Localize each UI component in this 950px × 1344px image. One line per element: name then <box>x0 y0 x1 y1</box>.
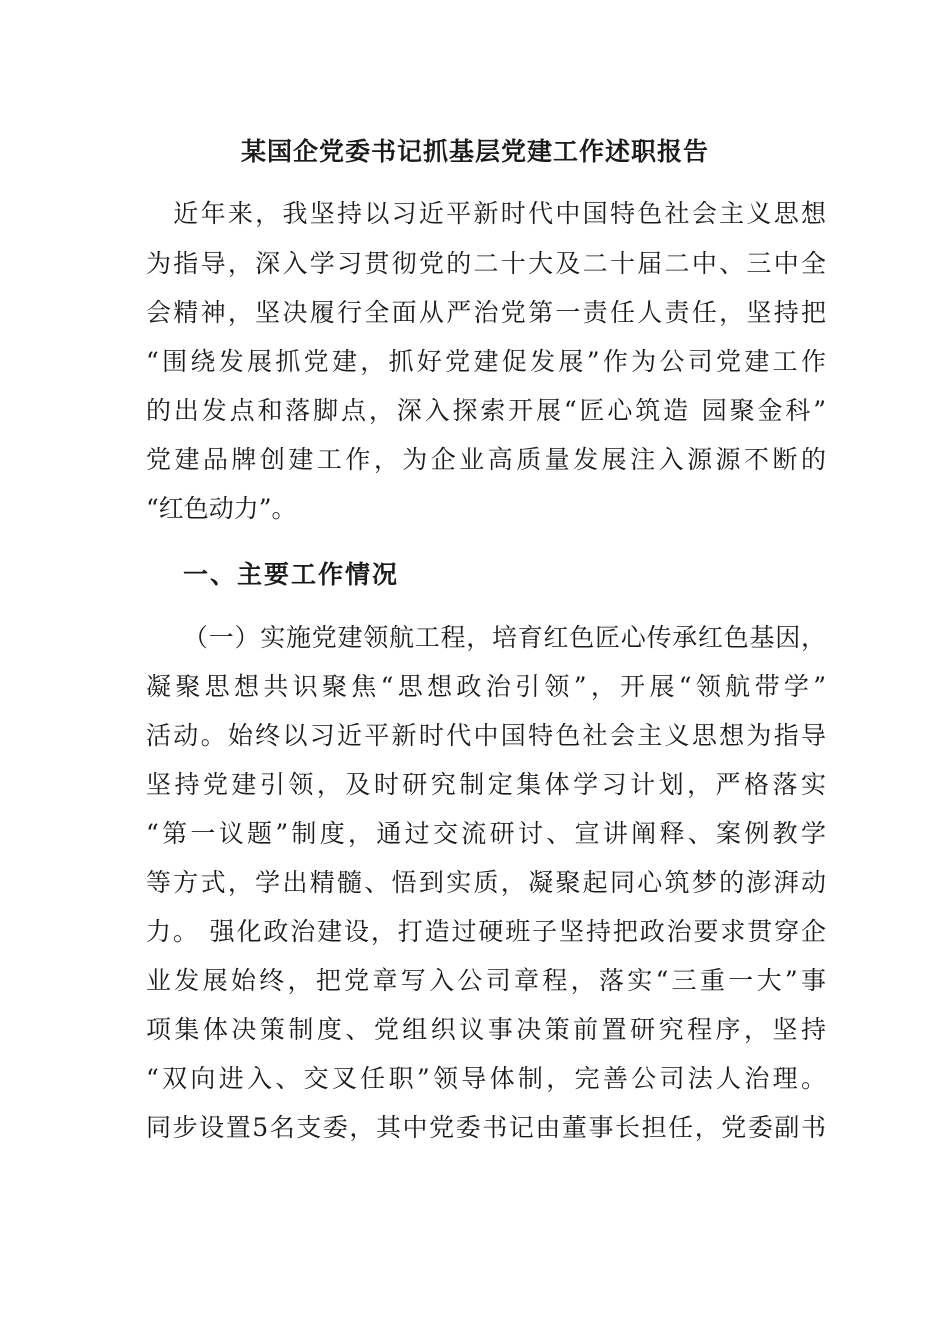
section-heading: 一、主要工作情况 <box>183 560 400 589</box>
body-line-11: 同步设置5名支委，其中党委书记由董事长担任，党委副书 <box>146 1113 826 1142</box>
body-line-2: 凝聚思想共识聚焦“思想政治引领”，开展“领航带学” <box>146 672 826 701</box>
body-line-8: 业发展始终，把党章写入公司章程，落实“三重一大”事 <box>146 966 826 995</box>
body-line-3: 活动。始终以习近平新时代中国特色社会主义思想为指导 <box>146 721 826 750</box>
intro-line-2: 为指导，深入学习贯彻党的二十大及二十届二中、三中全 <box>146 249 826 278</box>
body-line-7: 力。 强化政治建设，打造过硬班子坚持把政治要求贯穿企 <box>146 917 826 946</box>
intro-line-3: 会精神，坚决履行全面从严治党第一责任人责任，坚持把 <box>146 298 826 327</box>
body-line-1: （一）实施党建领航工程，培育红色匠心传承红色基因， <box>183 623 826 652</box>
body-line-10: “双向进入、交叉任职”领导体制，完善公司法人治理。 <box>146 1064 826 1093</box>
intro-line-5: 的出发点和落脚点，深入探索开展“匠心筑造 园聚金科” <box>146 396 826 425</box>
intro-line-4: “围绕发展抓党建，抓好党建促发展”作为公司党建工作 <box>146 347 826 376</box>
body-line-5: “第一议题”制度，通过交流研讨、宣讲阐释、案例教学 <box>146 819 826 848</box>
intro-line-7: “红色动力”。 <box>146 494 297 523</box>
body-line-6: 等方式，学出精髓、悟到实质，凝聚起同心筑梦的澎湃动 <box>146 868 826 897</box>
intro-line-6: 党建品牌创建工作，为企业高质量发展注入源源不断的 <box>146 445 826 474</box>
body-line-4: 坚持党建引领，及时研究制定集体学习计划，严格落实 <box>146 770 826 799</box>
body-line-9: 项集体决策制度、党组织议事决策前置研究程序，坚持 <box>146 1015 826 1044</box>
intro-line-1: 近年来，我坚持以习近平新时代中国特色社会主义思想 <box>146 199 826 228</box>
document-title: 某国企党委书记抓基层党建工作述职报告 <box>240 137 709 166</box>
